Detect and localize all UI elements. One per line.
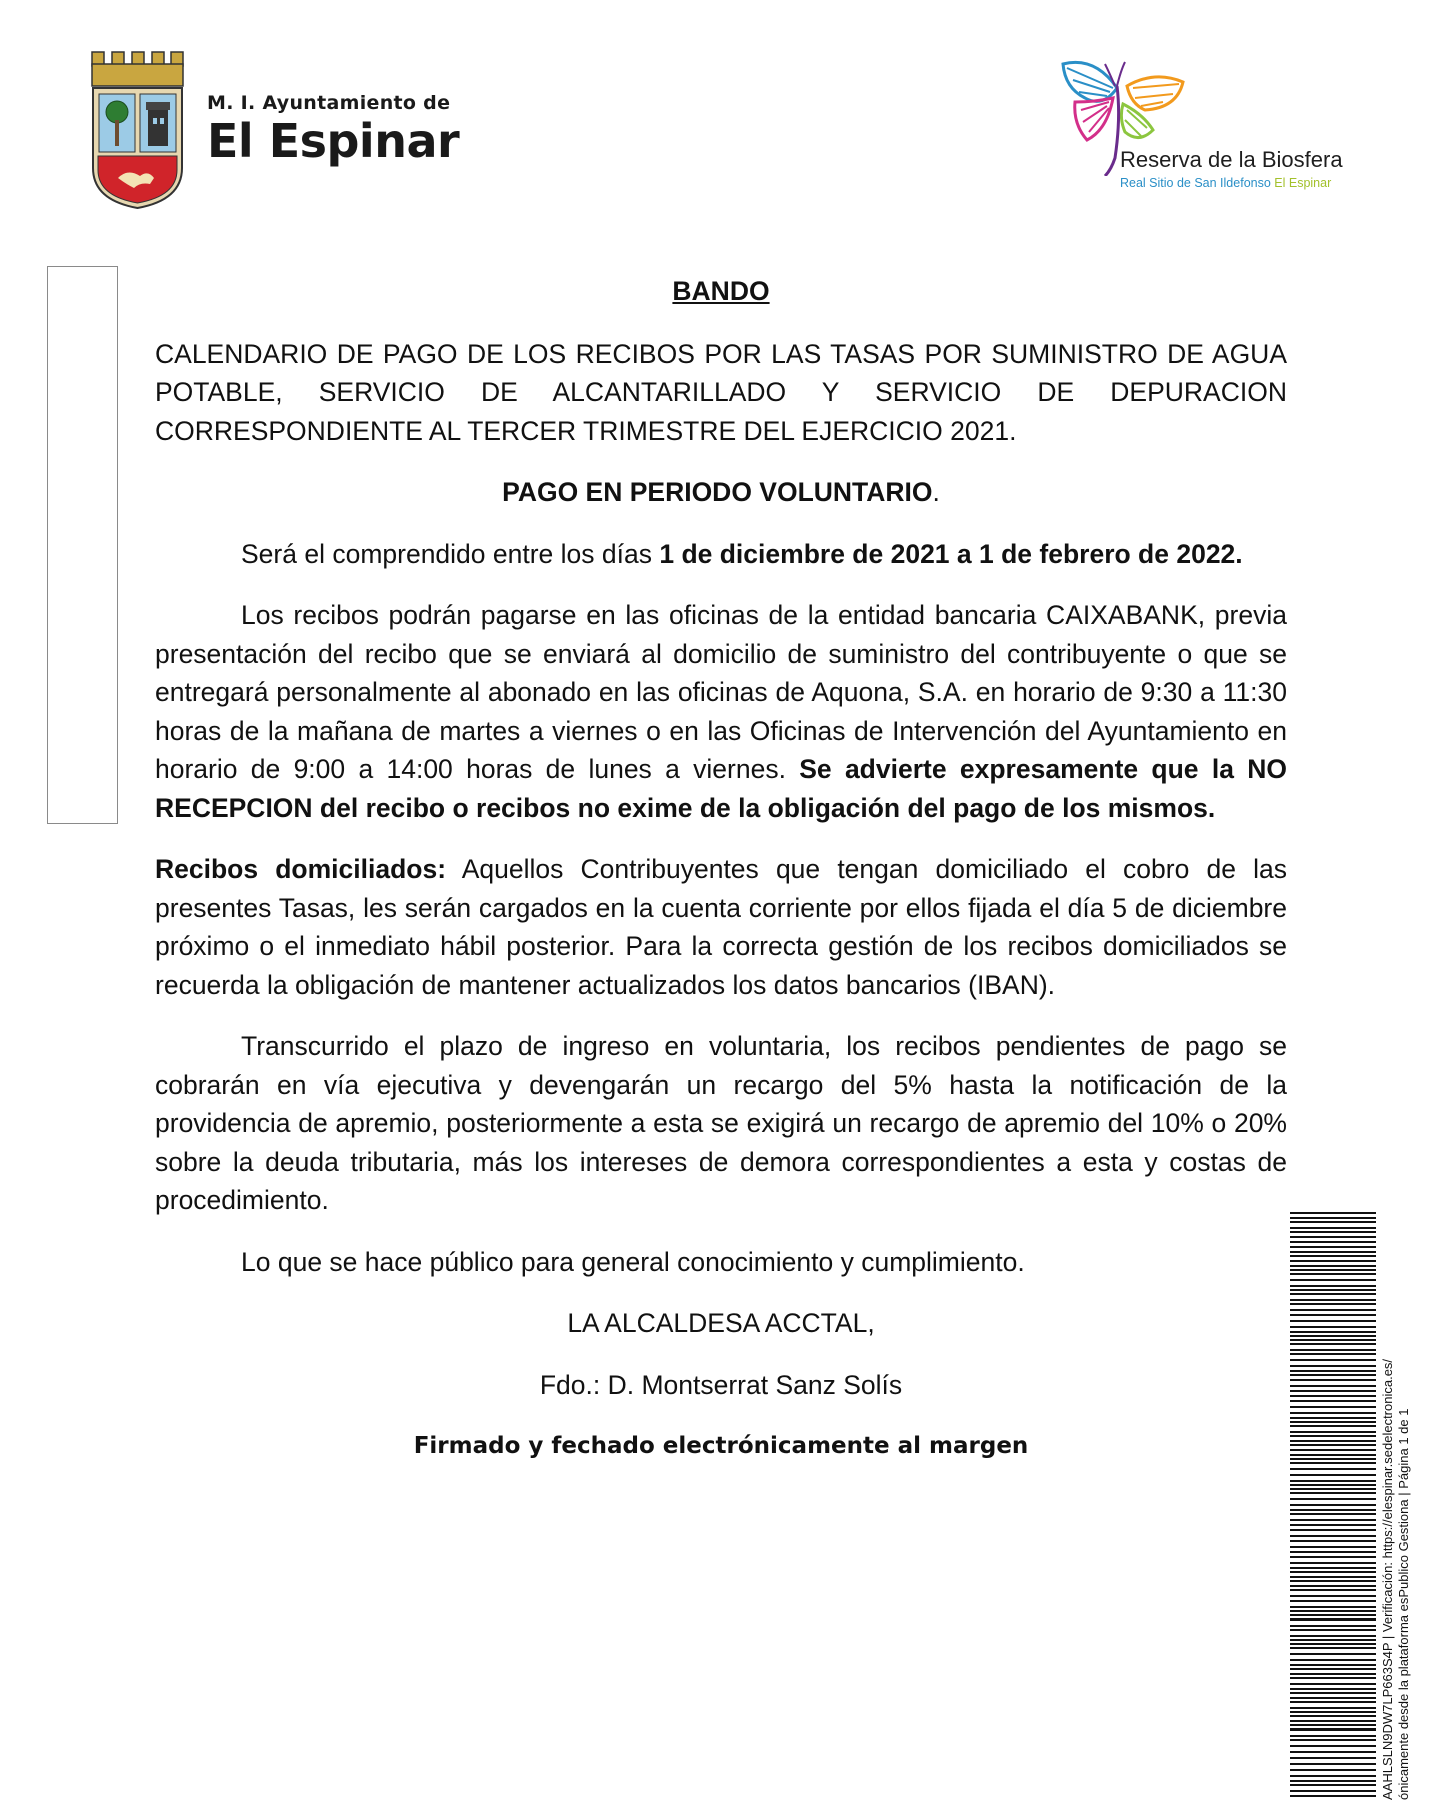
document-title: BANDO bbox=[672, 276, 770, 306]
biosphere-subtitle bbox=[1120, 176, 1331, 190]
payment-period-label: PAGO EN PERIODO VOLUNTARIO bbox=[502, 477, 933, 507]
biosphere-subtitle-b: El Espinar bbox=[1274, 176, 1332, 190]
direct-debit-text: Aquellos Contribuyentes que tengan domiciliado el cobro de las presentes Tasas, les serán cargados en la cuenta corriente por ellos fijada el día 5 de diciembre próximo o el inmediato hábil posterior. Para la correcta gestión de los recibos domiciliados se recuerda la obligación de mantener actualizados los datos bancarios (IBAN). bbox=[155, 854, 1287, 1000]
document-body bbox=[155, 272, 1287, 1466]
document-heading: CALENDARIO DE PAGO DE LOS RECIBOS POR LAS TASAS POR SUMINISTRO DE AGUA POTABLE, SERVICIO DE ALCANTARILLADO Y SERVICIO DE DEPURACION CORRESPONDIENTE AL TERCER TRIMESTRE DEL EJERCICIO 2021. bbox=[155, 338, 1287, 446]
organization-title: El Espinar bbox=[207, 114, 460, 168]
biosphere-subtitle-a: Real Sitio de San Ildefonso bbox=[1120, 176, 1271, 190]
signatory-name: Fdo.: D. Montserrat Sanz Solís bbox=[539, 1369, 903, 1400]
electronic-signature-note: Firmado y fechado electrónicamente al margen bbox=[413, 1433, 1029, 1459]
verification-side-text bbox=[1380, 1240, 1412, 1800]
verification-line-2: ónicamente desde la plataforma esPublico Gestiona | Página 1 de 1 bbox=[1396, 1408, 1411, 1800]
verification-barcode-icon bbox=[1290, 1212, 1376, 1800]
payment-period-end: . bbox=[932, 477, 940, 507]
paragraph-direct-debit bbox=[155, 850, 1287, 1004]
municipal-crest-icon bbox=[90, 50, 185, 210]
paragraph-payment-places bbox=[155, 596, 1287, 827]
paragraph-payment-text: Los recibos podrán pagarse en las oficinas de la entidad bancaria CAIXABANK, previa presentación del recibo que se enviará al domicilio de suministro del contribuyente o que se entregará personalmente al abonado en las oficinas de Aquona, S.A. en horario de 9:30 a 11:30 horas de la mañana de martes a viernes o en las Oficinas de Intervención del Ayuntamiento en horario de 9:00 a 14:00 horas de lunes a viernes. bbox=[155, 600, 1287, 784]
paragraph-closing: Lo que se hace público para general conocimiento y cumplimiento. bbox=[241, 1246, 1025, 1277]
payment-period-subtitle bbox=[155, 473, 1287, 512]
verification-line-1: AAHLSLN9DW7LP663S4P | Verificación: https://elespinar.sedelectronica.es/ bbox=[1380, 1358, 1395, 1800]
signatory-role: LA ALCALDESA ACCTAL, bbox=[567, 1308, 875, 1338]
registry-margin-box bbox=[47, 266, 118, 824]
paragraph-payment-warning: Se advierte expresamente que la NO RECEPCION del recibo o recibos no exime de la obligación del pago de los mismos. bbox=[155, 754, 1287, 823]
paragraph-surcharges: Transcurrido el plazo de ingreso en voluntaria, los recibos pendientes de pago se cobrarán en vía ejecutiva y devengarán un recargo del 5% hasta la notificación de la providencia de apremio, posteriormente a esta se exigirá un recargo de apremio del 10% o 20% sobre la deuda tributaria, más los intereses de demora correspondientes a esta y costas de procedimiento. bbox=[155, 1031, 1287, 1215]
paragraph-dates-range: 1 de diciembre de 2021 a 1 de febrero de 2022. bbox=[659, 538, 1243, 569]
paragraph-dates-text: Será el comprendido entre los días bbox=[241, 538, 660, 569]
paragraph-dates bbox=[155, 535, 1287, 574]
organization-prefix: M. I. Ayuntamiento de bbox=[207, 92, 451, 114]
biosphere-title: Reserva de la Biosfera bbox=[1120, 147, 1343, 172]
organization-name bbox=[207, 92, 459, 166]
direct-debit-label: Recibos domiciliados: bbox=[155, 854, 447, 884]
